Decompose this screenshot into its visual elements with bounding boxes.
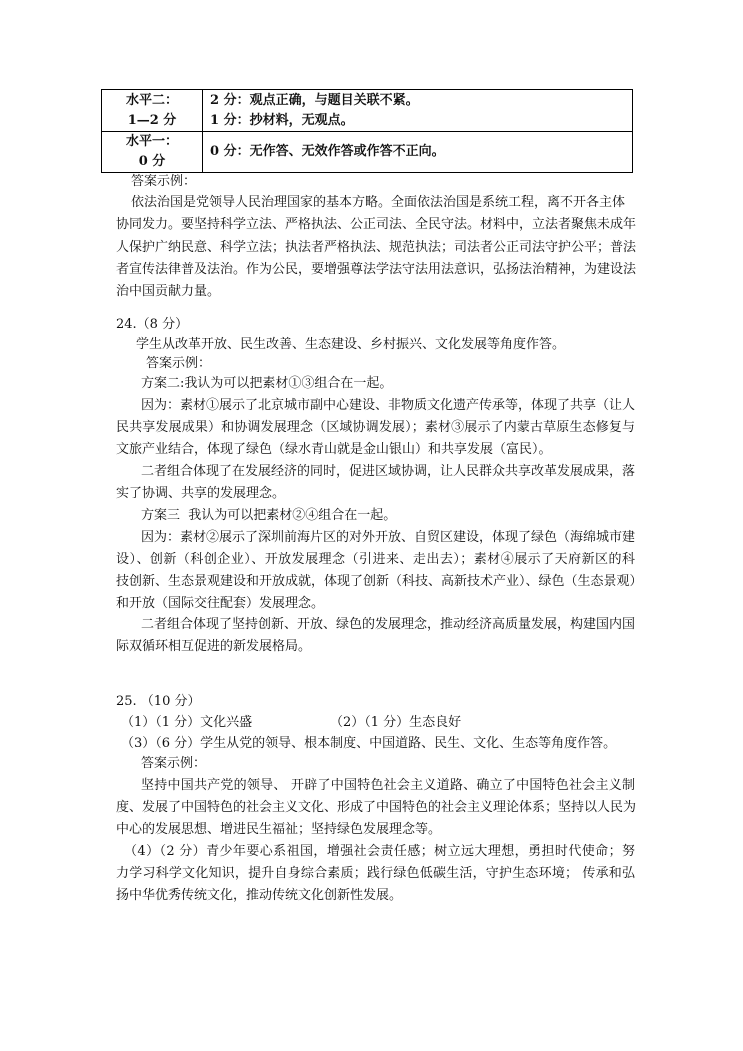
sub-answer-1: （1）（1 分）文化兴盛 xyxy=(121,715,253,730)
answer-heading: 答案示例： xyxy=(146,356,212,371)
paragraph-line: 和开放（国际交往配套）发展理念。 xyxy=(116,596,325,611)
answer-heading: 答案示例： xyxy=(131,174,197,189)
sub-answer-3: （3）（6 分）学生从党的领导、根本制度、中国道路、民生、文化、生态等角度作答。 xyxy=(121,736,617,751)
scoring-rubric-table xyxy=(101,89,633,173)
sub-answer-4-line: （4）（2 分）青少年要心系祖国，增强社会责任感；树立远大理想，勇担时代使命；努 xyxy=(124,844,635,859)
paragraph-line: 二者组合体现了坚持创新、开放、绿色的发展理念，推动经济高质量发展，构建国内国 xyxy=(141,617,636,632)
sub-answer-4-line: 扬中华优秀传统文化，推动传统文化创新性发展。 xyxy=(116,888,403,903)
paragraph-line: 实了协调、共享的发展理念。 xyxy=(116,486,286,501)
paragraph-line: 文旅产业结合，体现了绿色（绿水青山就是金山银山）和共享发展（富民）。 xyxy=(116,442,552,457)
paragraph-line: 中心的发展思想、增进民生福祉；坚持绿色发展理念等。 xyxy=(116,822,442,837)
question-intro: 学生从改革开放、民生改善、生态建设、乡村振兴、文化发展等角度作答。 xyxy=(136,337,566,352)
rubric-criteria-cell: 0 分：无作答、无效作答或作答不正向。 xyxy=(203,132,633,173)
sub-answer-4-line: 力学习科学文化知识，提升自身综合素质；践行绿色低碳生活，守护生态环境； 传承和弘 xyxy=(116,866,635,881)
paragraph-line: 依法治国是党领导人民治理国家的基本方略。全面依法治国是系统工程，离不开各主体 xyxy=(131,195,626,210)
sub-answer-2: （2）（1 分）生态良好 xyxy=(330,715,462,730)
paragraph-line: 治中国贡献力量。 xyxy=(116,284,221,299)
paragraph-line: 人保护广纳民意、科学立法；执法者严格执法、规范执法；司法者公正司法守护公平；普法 xyxy=(116,240,637,255)
question-title: 24.（8 分） xyxy=(116,317,189,332)
rubric-level-cell: 水平二： 1—2 分 xyxy=(102,90,203,132)
paragraph-line: 二者组合体现了在发展经济的同时，促进区域协调，让人民群众共享改革发展成果，落 xyxy=(141,464,636,479)
paragraph-line: 因为：素材①展示了北京城市副中心建设、非物质文化遗产传承等，体现了共享（让人 xyxy=(141,398,636,413)
paragraph-line: 技创新、生态景观建设和开放成就，体现了创新（科技、高新技术产业）、绿色（生态景观） xyxy=(116,574,643,589)
paragraph-line: 际双循环相互促进的新发展格局。 xyxy=(116,639,312,654)
plan-title: 方案三 我认为可以把素材②④组合在一起。 xyxy=(141,508,397,523)
rubric-row-level-1 xyxy=(102,132,633,173)
paragraph-line: 因为：素材②展示了深圳前海片区的对外开放、自贸区建设，体现了绿色（海绵城市建 xyxy=(141,530,636,545)
rubric-row-level-2 xyxy=(102,90,633,132)
rubric-criteria-cell: 2 分：观点正确，与题目关联不紧。 1 分：抄材料，无观点。 xyxy=(203,90,633,132)
answer-heading: 答案示例： xyxy=(141,756,207,771)
paragraph-line: 协同发力。要坚持科学立法、严格执法、公正司法、全民守法。材料中，立法者聚焦未成年 xyxy=(116,217,637,232)
rubric-level-cell: 水平一： 0 分 xyxy=(102,132,203,173)
paragraph-line: 者宣传法律普及法治。作为公民，要增强尊法学法守法用法意识，弘扬法治精神，为建设法 xyxy=(116,262,637,277)
plan-title: 方案二:我认为可以把素材①③组合在一起。 xyxy=(141,376,393,391)
paragraph-line: 坚持中国共产党的领导、 开辟了中国特色社会主义道路、确立了中国特色社会主义制 xyxy=(141,778,635,793)
paragraph-line: 度、发展了中国特色的社会主义文化、形成了中国特色的社会主义理论体系；坚持以人民为 xyxy=(116,800,637,815)
paragraph-line: 民共享发展成果）和协调发展理念（区域协调发展）；素材③展示了内蒙古草原生态修复与 xyxy=(116,420,635,435)
paragraph-line: 设）、创新（科创企业）、开放发展理念（引进来、走出去）；素材④展示了天府新区的科 xyxy=(116,552,635,567)
question-title: 25. （10 分） xyxy=(116,694,201,709)
